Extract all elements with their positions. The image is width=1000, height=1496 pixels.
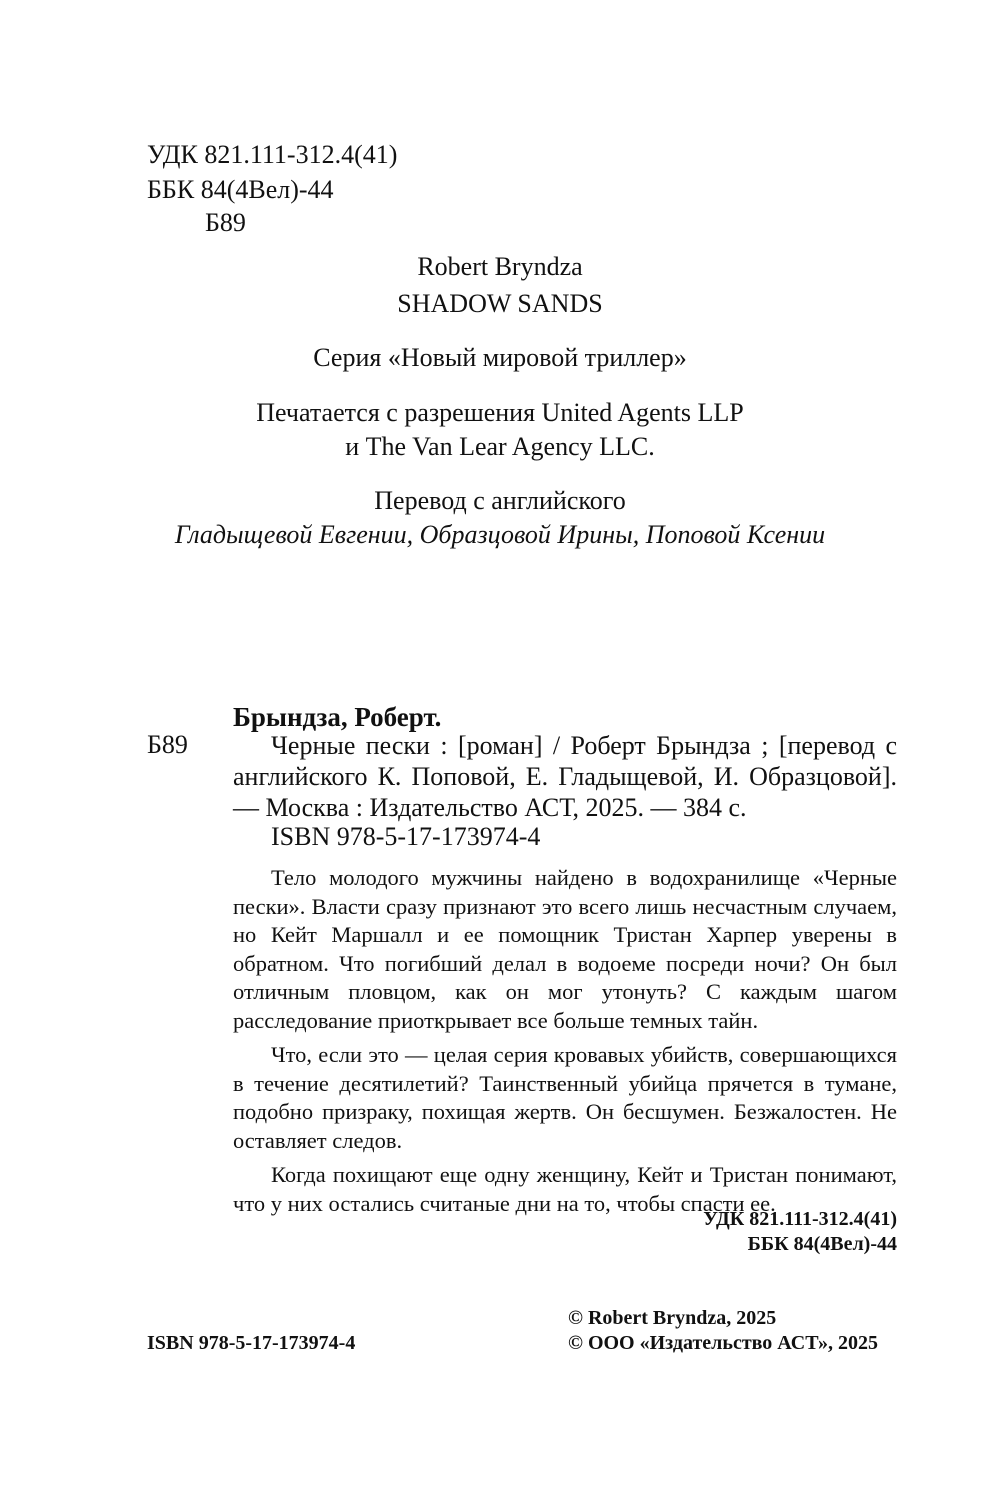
bbk-code: ББК 84(4Вел)-44 (147, 175, 334, 204)
translators: Гладыщевой Евгении, Образцовой Ирины, Поповой Ксении (174, 520, 826, 549)
catalog-description (233, 730, 897, 823)
annotation-paragraph: Тело молодого мужчины найдено в водохранилище «Черные пески». Власти сразу признают это всего лишь несчастным случаем, но Кейт Маршалл и ее помощник Тристан Харпер уверены в обратном. Что погибший делал в водоеме посреди ночи? Он был отличным пловцом, как он мог утонуть? С каждым шагом расследование приоткрывает все больше темных тайн. (233, 865, 897, 1033)
permission-line-2: и The Van Lear Agency LLC. (345, 432, 655, 461)
catalog-heading: Брындза, Роберт. (233, 702, 442, 732)
annotation-paragraph: Когда похищают еще одну женщину, Кейт и Тристан понимают, что у них остались считаные дни на то, чтобы спасти ее. (233, 1162, 897, 1216)
catalog-isbn: ISBN 978-5-17-173974-4 (271, 822, 541, 851)
annotation-paragraph: Что, если это — целая серия кровавых убийств, совершающихся в течение десятилетий? Таинственный убийца прячется в тумане, подобно призраку, похищая жертв. Он бесшумен. Безжалостен. Не оставляет следов. (233, 1042, 897, 1153)
bottom-udk: УДК 821.111-312.4(41) (703, 1208, 897, 1230)
author-mark: Б89 (205, 208, 246, 237)
translation-label: Перевод с английского (374, 486, 626, 515)
catalog-description-text: Черные пески : [роман] / Роберт Брындза ; [перевод с английского К. Поповой, Е. Гладыщевой, И. Образцовой]. — Москва : Издательство АСТ, 2025. — 384 с. (233, 731, 897, 822)
copyright-publisher: © ООО «Издательство АСТ», 2025 (568, 1332, 879, 1354)
bottom-bbk: ББК 84(4Вел)-44 (747, 1233, 897, 1255)
series-title: Серия «Новый мировой триллер» (313, 343, 687, 372)
original-author: Robert Bryndza (417, 252, 583, 281)
original-title: SHADOW SANDS (397, 289, 603, 318)
catalog-side-mark: Б89 (147, 730, 188, 759)
udk-code: УДК 821.111-312.4(41) (147, 140, 398, 169)
footer-isbn: ISBN 978-5-17-173974-4 (147, 1332, 356, 1354)
permission-line-1: Печатается с разрешения United Agents LLP (256, 398, 744, 427)
copyright-author: © Robert Bryndza, 2025 (568, 1307, 777, 1329)
annotation (233, 864, 897, 1224)
